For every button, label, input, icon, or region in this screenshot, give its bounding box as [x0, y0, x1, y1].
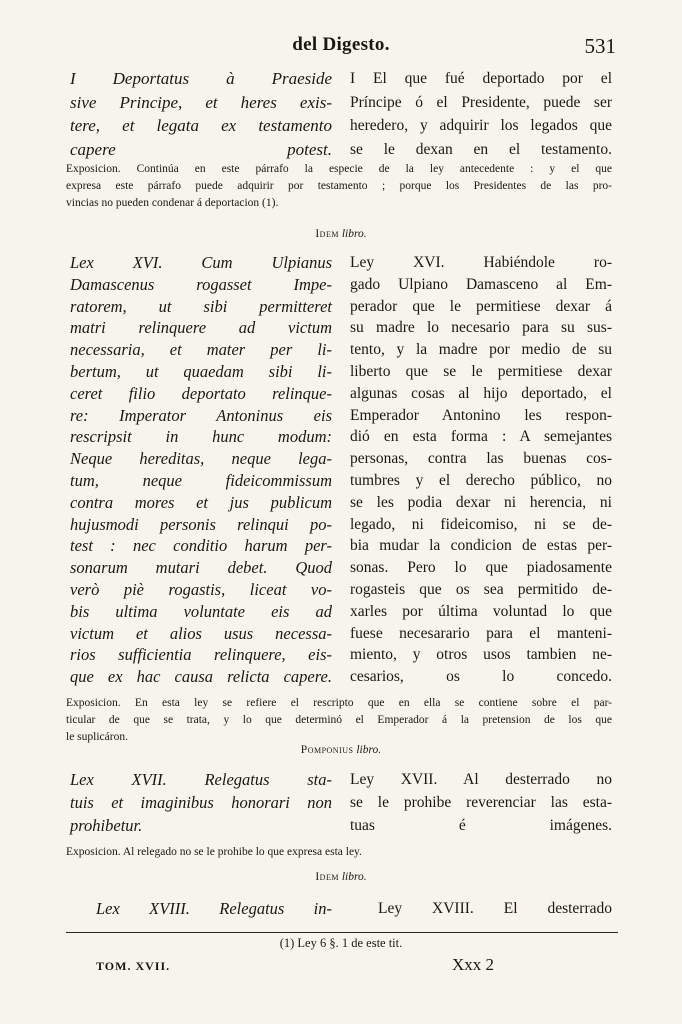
latin-line: ratorem, ut sibi permitteret: [70, 296, 332, 316]
page-number: 531: [584, 34, 616, 58]
source-attribution-3: [0, 871, 682, 883]
spanish-line: cesarios, os lo concedo.: [350, 668, 612, 686]
spanish-line: Príncipe ó el Presidente, puede ser: [350, 93, 612, 111]
running-header: del Digesto.: [292, 34, 390, 55]
spanish-line: su madre lo necesario para su sus-: [350, 319, 612, 337]
latin-line: Lex XVI. Cum Ulpianus: [70, 253, 332, 272]
spanish-line: se le prohibe reverenciar las esta-: [350, 794, 612, 811]
latin-column-1: [70, 67, 332, 161]
spanish-line: bia mudar la condicion de estas per-: [350, 537, 612, 555]
latin-line: Lex XVIII. Relegatus in-: [96, 899, 332, 918]
exposicion-1: [66, 161, 612, 212]
spanish-line: sonas. Pero lo que piadosamente: [350, 559, 612, 577]
spanish-line: se le dexan en el testamento.: [350, 140, 612, 158]
spanish-line: rogasteis que os sea permitido de-: [350, 580, 612, 598]
exposicion-line: expresa este párrafo puede adquirir por testamento ; porque los Presidentes de las pro-: [66, 180, 612, 192]
exposicion-line: Exposicion. Al relegado no se le prohibe lo que expresa esta ley.: [66, 846, 362, 858]
latin-line: tuis et imaginibus honorari non: [70, 793, 332, 812]
latin-line: Neque hereditas, neque lega-: [70, 449, 332, 469]
exposicion-line: ticular de que se trata, y lo que determinó el Emperador á la pretension de los que: [66, 714, 612, 726]
latin-line: matri relinquere ad victum: [70, 318, 332, 338]
spanish-line: miento, y otros usos tambien ne-: [350, 646, 612, 664]
spanish-line: liberto que se le permitiese dexar: [350, 362, 612, 380]
latin-line: sive Principe, et heres exis-: [70, 92, 332, 112]
footnote-rule: [66, 932, 618, 933]
spanish-line: xarles por última voluntad lo que: [350, 602, 612, 620]
latin-line: re: Imperator Antoninus eis: [70, 405, 332, 425]
latin-line: hujusmodi personis relinqui po-: [70, 514, 332, 534]
latin-line: tere, et legata ex testamento: [70, 116, 332, 135]
spanish-line: gado Ulpiano Damasceno al Em-: [350, 275, 612, 293]
spanish-line: Ley XVI. Habiéndole ro-: [350, 254, 612, 271]
latin-line: prohibetur.: [70, 816, 143, 835]
spanish-line: I El que fué deportado por el: [350, 70, 612, 87]
footnote: (1) Ley 6 §. 1 de este tit.: [279, 936, 403, 950]
spanish-line: Emperador Antonino les respon-: [350, 406, 612, 424]
source-attribution-1: [0, 228, 682, 240]
latin-column-2: [70, 252, 332, 688]
spanish-column-1: [350, 67, 612, 161]
latin-line: I Deportatus à Praeside: [70, 69, 332, 88]
spanish-line: dió en esta forma : A semejantes: [350, 428, 612, 446]
latin-line: ceret filio deportato relinque-: [70, 383, 332, 403]
latin-line: bertum, ut quaedam sibi li-: [70, 361, 332, 381]
latin-line: rios sufficientia relinquere, eis-: [70, 645, 332, 665]
exposicion-line: Exposicion. Continúa en este párrafo la especie de la ley antecedente : y el que: [66, 163, 612, 175]
spanish-line: heredero, y adquirir los legados que: [350, 117, 612, 134]
spanish-line: Ley XVIII. El desterrado: [378, 900, 612, 917]
latin-line: test : nec conditio harum per-: [70, 536, 332, 556]
exposicion-line: Exposicion. En esta ley se refiere el rescripto que en ella se contiene sobre el par-: [66, 697, 612, 709]
volume-label: TOM. XVII.: [96, 959, 171, 973]
signature-mark: Xxx 2: [452, 955, 495, 974]
spanish-line: perador que le permitiese dexar á: [350, 297, 612, 315]
spanish-line: algunas cosas al hijo deportado, el: [350, 384, 612, 402]
exposicion-3: [66, 844, 612, 861]
latin-line: Lex XVII. Relegatus sta-: [70, 770, 332, 789]
latin-line: que ex hac causa relicta capere.: [70, 667, 332, 687]
latin-line: victum et alios usus necessa-: [70, 623, 332, 643]
latin-line: bis ultima voluntate eis ad: [70, 601, 332, 621]
spanish-line: se les podia dexar ni herencia, ni: [350, 493, 612, 511]
exposicion-2: [66, 695, 612, 746]
source-book: libro.: [356, 744, 382, 756]
spanish-column-3: [350, 768, 612, 837]
latin-column-3: [70, 768, 332, 837]
source-attribution-2: [0, 744, 682, 756]
spanish-line: personas, contra las buenas cos-: [350, 450, 612, 468]
latin-column-4: [96, 897, 332, 920]
spanish-line: tuas é imágenes.: [350, 817, 612, 834]
exposicion-line: vincias no pueden condenar á deportacion (1).: [66, 197, 279, 209]
latin-line: Damascenus rogasset Impe-: [70, 274, 332, 294]
source-author: Idem: [315, 871, 339, 883]
latin-line: rescripsit in hunc modum:: [70, 427, 332, 447]
latin-line: tum, neque fideicommissum: [70, 470, 332, 490]
latin-line: sonarum mutari debet. Quod: [70, 558, 332, 578]
source-book: libro.: [341, 871, 367, 883]
spanish-line: Ley XVII. Al desterrado no: [350, 771, 612, 788]
source-author: Idem: [315, 228, 339, 240]
exposicion-line: le suplicáron.: [66, 731, 128, 743]
spanish-line: fuese necesarario para el manteni-: [350, 624, 612, 642]
source-book: libro.: [341, 228, 367, 240]
spanish-line: tento, y la madre por medio de su: [350, 341, 612, 359]
latin-line: necessaria, et mater per li-: [70, 340, 332, 360]
spanish-line: legado, ni fideicomiso, ni se de-: [350, 515, 612, 533]
spanish-line: tumbres y el derecho público, no: [350, 471, 612, 489]
spanish-column-2: [350, 252, 612, 688]
latin-line: verò piè rogastis, liceat vo-: [70, 579, 332, 599]
source-author: Pomponius: [300, 744, 354, 756]
latin-line: capere potest.: [70, 139, 332, 159]
spanish-column-4: [378, 897, 612, 920]
latin-line: contra mores et jus publicum: [70, 492, 332, 512]
